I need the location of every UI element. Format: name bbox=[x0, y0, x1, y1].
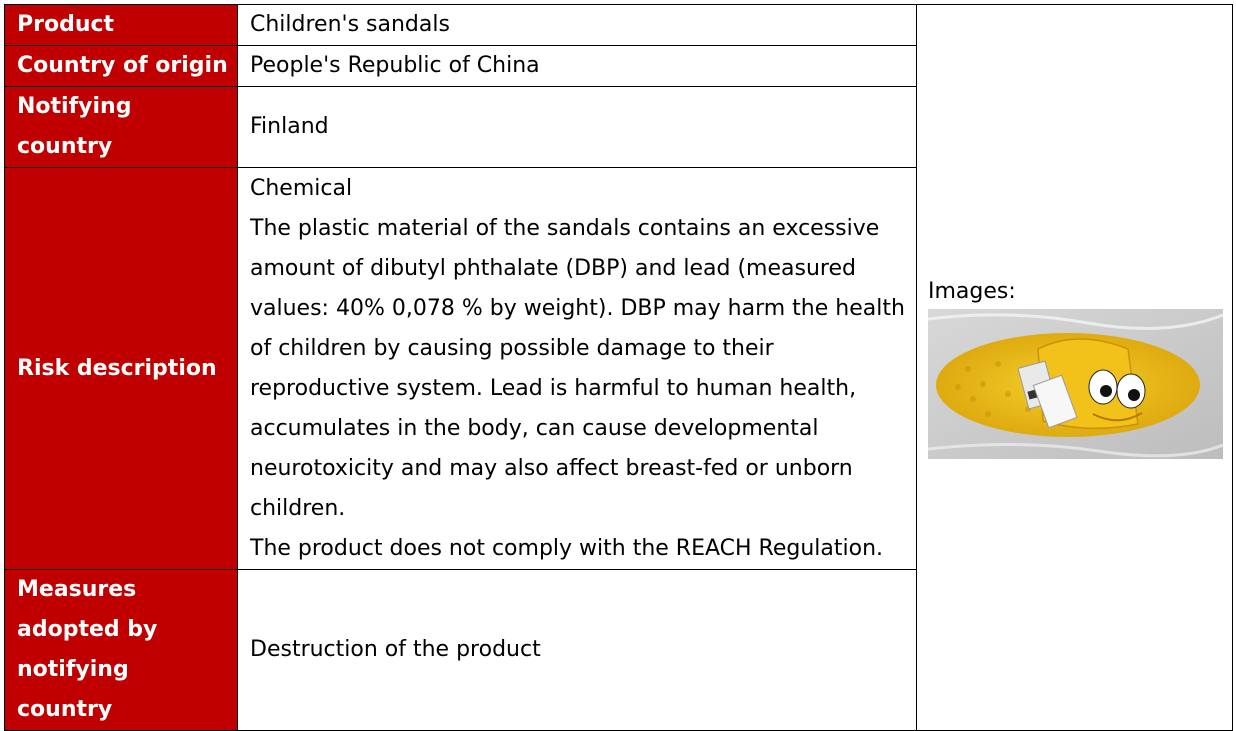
risk-line: The product does not comply with the REACH Regulation. bbox=[250, 536, 884, 561]
risk-line: of children by causing possible damage to their bbox=[250, 336, 774, 361]
risk-description-value bbox=[238, 168, 917, 570]
risk-line: accumulates in the body, can cause developmental bbox=[250, 416, 819, 441]
images-cell bbox=[917, 5, 1233, 731]
risk-line: neurotoxicity and may also affect breast-fed or unborn bbox=[250, 456, 853, 481]
product-report bbox=[4, 4, 1232, 722]
risk-line: Chemical bbox=[250, 176, 353, 201]
product-label: Product bbox=[5, 5, 238, 46]
risk-line: The plastic material of the sandals contains an excessive bbox=[250, 216, 880, 241]
country-of-origin-value: People's Republic of China bbox=[238, 46, 917, 87]
table-row bbox=[5, 5, 1233, 46]
notifying-country-value: Finland bbox=[238, 87, 917, 168]
product-photo bbox=[928, 309, 1223, 459]
measures-label-line: Measures bbox=[17, 577, 137, 602]
risk-line: values: 40% 0,078 % by weight). DBP may harm the health bbox=[250, 296, 905, 321]
product-value: Children's sandals bbox=[238, 5, 917, 46]
notifying-country-label: Notifying country bbox=[5, 87, 238, 168]
measures-value: Destruction of the product bbox=[238, 570, 917, 731]
country-of-origin-label: Country of origin bbox=[5, 46, 238, 87]
measures-label bbox=[5, 570, 238, 731]
product-info-table bbox=[4, 4, 1233, 731]
images-label: Images: bbox=[928, 278, 1016, 304]
risk-description-label: Risk description bbox=[5, 168, 238, 570]
risk-line: children. bbox=[250, 496, 346, 521]
risk-line: reproductive system. Lead is harmful to human health, bbox=[250, 376, 857, 401]
measures-label-line: notifying country bbox=[17, 657, 129, 722]
risk-line: amount of dibutyl phthalate (DBP) and lead (measured bbox=[250, 256, 856, 281]
measures-label-line: adopted by bbox=[17, 617, 158, 642]
